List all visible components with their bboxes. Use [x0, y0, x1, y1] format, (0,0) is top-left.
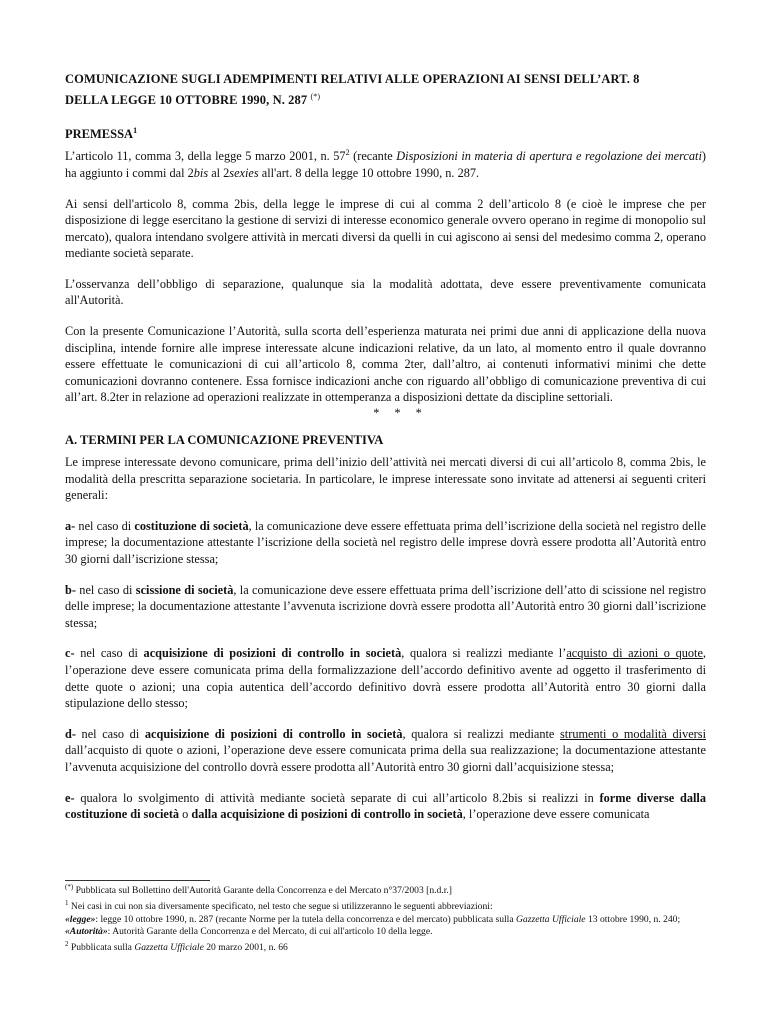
footnotes: [65, 880, 706, 955]
criterion-d-label: d-: [65, 726, 76, 741]
criterion-b-label: b-: [65, 582, 76, 597]
footnote-autorita-term: «Autorità»: [65, 925, 108, 937]
criterion-e-label: e-: [65, 790, 75, 805]
criterion-a-text-2: , la comunicazione deve essere effettuata prima dell’iscrizione della società nel registro delle imprese; la documentazione attestante l’iscrizione della società nel registro delle imprese dovrà essere prodotta all’Autorità entro 30 giorni dall’iscrizione stessa;: [65, 518, 706, 566]
criterion-c-bold: acquisizione di posizioni di controllo in società: [143, 646, 402, 661]
footnote-star-mark: (*): [65, 883, 74, 891]
p1-italic-title: Disposizioni in materia di apertura e regolazione dei mercati: [396, 149, 702, 164]
criterion-e-bold-1: forme diverse dalla costituzione di società: [65, 790, 706, 822]
title-note-mark: (*): [310, 92, 321, 101]
criterion-e: [65, 790, 706, 823]
criterion-c-underline: acquisto di azioni o quote: [566, 646, 703, 661]
criterion-a-label: a-: [65, 518, 76, 533]
criterion-e-text-3: , l’operazione deve essere comunicata: [462, 807, 650, 822]
premessa-heading: [65, 123, 706, 142]
premessa-paragraph-2: Ai sensi dell'articolo 8, comma 2bis, della legge le imprese di cui al comma 2 dell’articolo 8 (e cioè le imprese che per disposizione di legge esercitano la gestione di servizi di interesse economico generale ovvero operano in regime di monopolio sul mercato), qualora intendano svolgere attività in mercati diversi da quelli in cui agiscono ai sensi del medesimo comma 2, operano mediante società separate.: [65, 196, 706, 261]
criterion-a: [65, 518, 706, 568]
p1-text-e: all'art. 8 della legge 10 ottobre 1990, n. 287.: [258, 165, 480, 180]
premessa-heading-text: PREMESSA: [65, 127, 134, 142]
criterion-b-text-1: nel caso di: [75, 582, 136, 597]
criterion-c-text-1: nel caso di: [74, 646, 144, 661]
criterion-e-bold-2: dalla acquisizione di posizioni di controllo in società: [191, 807, 463, 822]
criterion-d-underline: strumenti o modalità diversi: [560, 726, 706, 741]
criterion-d-text-2: , qualora si realizzi mediante: [402, 726, 561, 741]
footnote-legge-term: «legge»: [65, 913, 96, 925]
criterion-c: [65, 645, 706, 711]
footnote-autorita-text: : Autorità Garante della Concorrenza e del Mercato, di cui all'articolo 10 della legge.: [107, 925, 433, 937]
footnote-legge-gazzetta: Gazzetta Ufficiale: [516, 913, 586, 925]
footnote-legge: [65, 914, 706, 926]
footnote-2-tail: 20 marzo 2001, n. 66: [203, 942, 288, 954]
premessa-paragraph-4: Con la presente Comunicazione l’Autorità, sulla scorta dell’esperienza maturata nei primi due anni di applicazione della nuova disciplina, intende fornire alle imprese interessate alcune indicazioni relative, da un lato, al momento entro il quale dovranno essere effettuate le comunicazioni di cui all’articolo 8, comma 2ter, dall’altro, ai contenuti informativi minimi che dette comunicazioni dovranno contenere. Essa fornisce indicazioni anche con riguardo all’obbligo di comunicazione preventiva di cui all’art. 8.2ter in relazione ad operazioni realizzate in ottemperanza a disposizioni dettate da discipline settoriali.: [65, 324, 706, 405]
section-a-intro: Le imprese interessate devono comunicare, prima dell’inizio dell’attività nei mercati diversi di cui all’articolo 8, comma 2bis, le modalità della prescritta separazione societaria. In particolare, le imprese interessate sono invitate ad attenersi ai seguenti criteri generali:: [65, 455, 706, 503]
title-line-2: DELLA LEGGE 10 OTTOBRE 1990, N. 287: [65, 93, 308, 108]
footnote-1: [65, 897, 706, 913]
section-separator: * * *: [373, 406, 428, 421]
premessa-paragraph-3: L’osservanza dell’obbligo di separazione, qualunque sia la modalità adottata, deve essere preventivamente comunicata all'Autorità.: [65, 276, 706, 308]
p1-note-mark: 2: [345, 148, 350, 158]
criterion-d-text-3: dall’acquisto di quote o azioni, l’operazione deve essere comunicata prima della sua realizzazione; la documentazione attestante l’avvenuta acquisizione del controllo dovrà essere prodotta all’Autorità entro 30 giorni dall’acquisizione stessa;: [65, 743, 706, 774]
criterion-a-text-1: nel caso di: [75, 518, 135, 533]
title-line-1: COMUNICAZIONE SUGLI ADEMPIMENTI RELATIVI ALLE OPERAZIONI AI SENSI DELL’ART. 8: [65, 72, 640, 86]
premessa-note-mark: 1: [133, 126, 138, 136]
criterion-d-text-1: nel caso di: [75, 726, 145, 741]
criterion-a-bold: costituzione di società: [134, 518, 249, 533]
p1-sexies: sexies: [229, 165, 259, 180]
footnote-autorita: [65, 926, 706, 938]
criterion-d: [65, 726, 706, 776]
footnote-legge-text: : legge 10 ottobre 1990, n. 287 (recante Norme per la tutela della concorrenza e del mercato) pubblicata sulla: [95, 913, 516, 925]
p1-text-c: ) ha aggiunto i commi dal 2: [65, 149, 706, 180]
premessa-paragraph-1: [65, 148, 706, 181]
footnote-star-text: Pubblicata sul Bollettino dell'Autorità Garante della Concorrenza e del Mercato n°37/2003 [n.d.r.]: [73, 885, 452, 897]
section-a-heading: A. TERMINI PER LA COMUNICAZIONE PREVENTIVA: [65, 433, 384, 448]
criterion-c-text-3: , l’operazione deve essere comunicata prima della formalizzazione dell’accordo definitivo avente ad oggetto il trasferimento di dette quote o azioni; una copia autentica dell’accordo definitivo dovrà essere prodotta all’Autorità entro 30 giorni dalla stipulazione dello stesso;: [65, 646, 706, 711]
criterion-d-bold: acquisizione di posizioni di controllo in società: [144, 726, 403, 741]
footnote-1-mark: 1: [65, 899, 69, 908]
footnote-2-gazzetta: Gazzetta Ufficiale: [134, 942, 204, 954]
criterion-b-bold: scissione di società: [135, 582, 234, 597]
p1-bis: bis: [193, 165, 209, 180]
p1-text-b: (recante: [349, 149, 397, 164]
criterion-c-text-2: , qualora si realizzi mediante l’: [401, 646, 567, 661]
p1-text-a: L’articolo 11, comma 3, della legge 5 marzo 2001, n. 57: [65, 149, 346, 164]
footnote-2: [65, 938, 706, 954]
footnote-legge-tail: 13 ottobre 1990, n. 240;: [585, 913, 681, 925]
document-title: [65, 70, 706, 109]
criterion-b-text-2: , la comunicazione deve essere effettuata prima dell’iscrizione dell’atto di scissione nel registro delle imprese; la documentazione attestante l’avvenuta iscrizione dovrà essere prodotta all’Autorità entro 30 giorni dall’iscrizione stessa;: [65, 582, 706, 630]
footnote-1-text: Nei casi in cui non sia diversamente specificato, nel testo che segue si utilizzeranno le seguenti abbreviazioni:: [68, 901, 493, 913]
footnote-star: [65, 881, 706, 897]
criterion-c-label: c-: [65, 646, 75, 661]
criterion-e-text-2: o: [179, 807, 192, 822]
footnote-2-mark: 2: [65, 940, 69, 949]
p1-text-d: al 2: [208, 165, 230, 180]
document-page: [65, 70, 706, 823]
criterion-e-text-1: qualora lo svolgimento di attività mediante società separate di cui all’articolo 8.2bis si realizzi in: [74, 790, 600, 805]
footnote-2-text: Pubblicata sulla: [68, 942, 135, 954]
criterion-b: [65, 582, 706, 632]
